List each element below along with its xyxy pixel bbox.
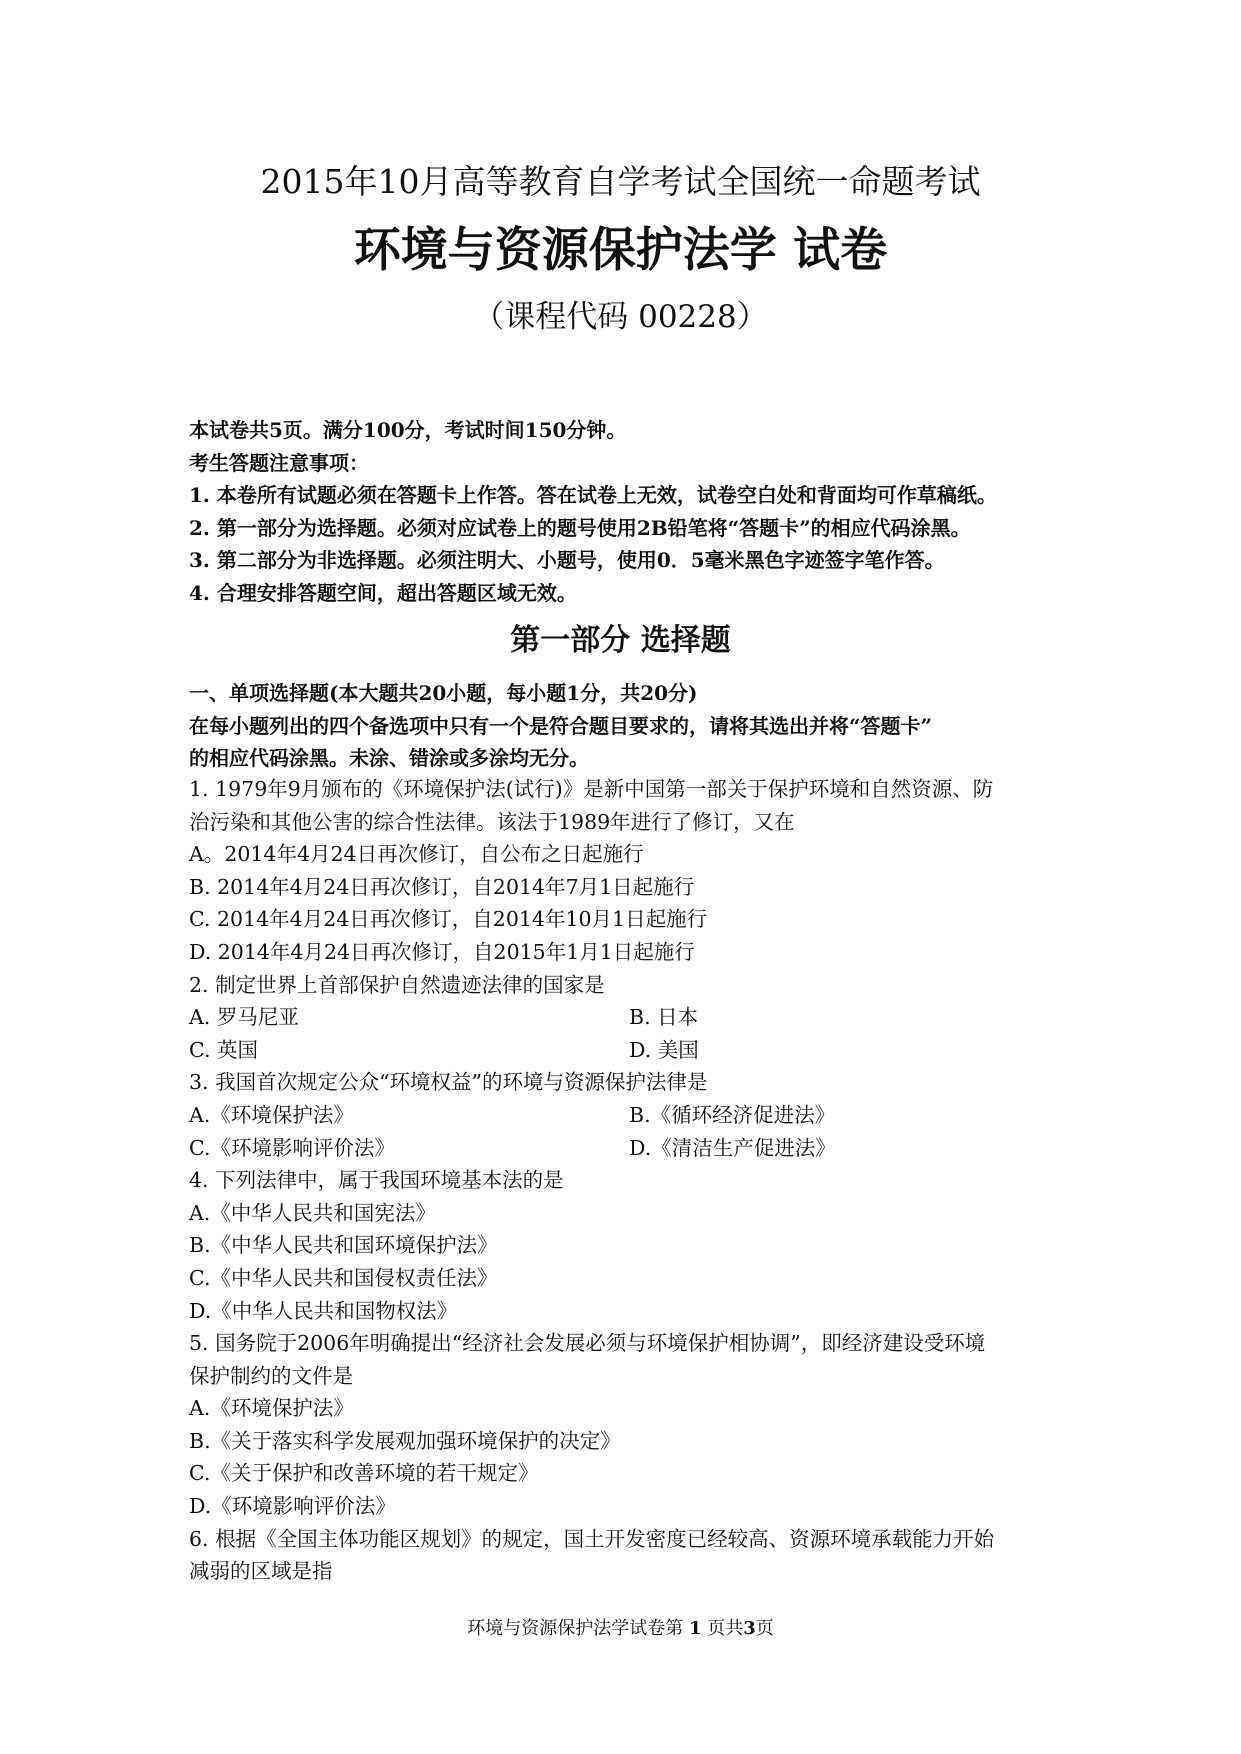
option-b: B. 日本 [629, 1005, 699, 1030]
option-c: C.《环境影响评价法》 [189, 1135, 395, 1160]
question-stem: 治污染和其他公害的综合性法律。该法于1989年进行了修订，又在 [189, 809, 795, 834]
section-instruction: 的相应代码涂黑。未涂、错涂或多涂均无分。 [189, 746, 589, 771]
question-stem: 5. 国务院于2006年明确提出“经济社会发展必须与环境保护相协调”，即经济建设受环境 [189, 1331, 986, 1356]
option-d: D.《环境影响评价法》 [189, 1494, 396, 1519]
exam-title: 环境与资源保护法学 试卷 [353, 223, 888, 278]
option-b: B.《循环经济促进法》 [629, 1102, 836, 1127]
question-stem: 减弱的区域是指 [189, 1559, 333, 1584]
option-b: B.《关于落实科学发展观加强环境保护的决定》 [189, 1428, 621, 1453]
option-a: A.《环境保护法》 [189, 1396, 354, 1421]
option-row [189, 1132, 1069, 1165]
section-instruction: 在每小题列出的四个备选项中只有一个是符合题目要求的，请将其选出并将“答题卡” [189, 713, 933, 738]
option-d: D. 2014年4月24日再次修订，自2015年1月1日起施行 [189, 939, 695, 964]
footer-total-pages: 3 [743, 1618, 756, 1639]
footer-suffix: 页 [755, 1618, 774, 1639]
option-a: A.《环境保护法》 [189, 1102, 354, 1127]
part-title: 第一部分 选择题 [510, 623, 731, 658]
option-row [189, 1099, 1069, 1132]
question-stem: 3. 我国首次规定公众“环境权益”的环境与资源保护法律是 [189, 1070, 708, 1095]
page-footer [0, 1616, 1241, 1642]
option-c: C. 英国 [189, 1037, 258, 1062]
question-stem: 保护制约的文件是 [189, 1363, 353, 1388]
question-list [189, 773, 1069, 1588]
exam-notes [189, 414, 1089, 610]
option-c: C. 2014年4月24日再次修订，自2014年10月1日起施行 [189, 907, 708, 932]
course-code: （课程代码 00228） [473, 299, 768, 335]
note-line: 3. 第二部分为非选择题。必须注明大、小题号，使用0．5毫米黑色字迹签字笔作答。 [189, 548, 945, 573]
option-d: D.《清洁生产促进法》 [629, 1135, 836, 1160]
exam-header-line: 2015年10月高等教育自学考试全国统一命题考试 [260, 162, 981, 201]
option-b: B. 2014年4月24日再次修订，自2014年7月1日起施行 [189, 874, 695, 899]
option-row [189, 1001, 1069, 1034]
option-a: A。2014年4月24日再次修订，自公布之日起施行 [189, 842, 644, 867]
option-row [189, 1034, 1069, 1067]
question-stem: 6. 根据《全国主体功能区规划》的规定，国土开发密度已经较高、资源环境承载能力开始 [189, 1526, 995, 1551]
option-a: A.《中华人民共和国宪法》 [189, 1200, 436, 1225]
option-c: C.《关于保护和改善环境的若干规定》 [189, 1461, 539, 1486]
note-line: 本试卷共5页。满分100分，考试时间150分钟。 [189, 418, 627, 442]
note-line: 2. 第一部分为选择题。必须对应试卷上的题号使用2B铅笔将“答题卡”的相应代码涂黑。 [189, 515, 971, 540]
note-line: 考生答题注意事项： [189, 450, 369, 475]
footer-middle: 页共 [707, 1618, 744, 1639]
section-heading: 一、单项选择题(本大题共20小题，每小题1分，共20分) [189, 681, 698, 705]
footer-page-number: 1 [688, 1618, 702, 1639]
question-stem: 4. 下列法律中，属于我国环境基本法的是 [189, 1168, 564, 1193]
section-header [189, 677, 1089, 775]
option-d: D. 美国 [629, 1037, 699, 1062]
note-line: 4. 合理安排答题空间，超出答题区域无效。 [189, 580, 577, 605]
footer-prefix: 环境与资源保护法学试卷第 [467, 1618, 684, 1639]
note-line: 1. 本卷所有试题必须在答题卡上作答。答在试卷上无效，试卷空白处和背面均可作草稿纸。 [189, 483, 997, 508]
option-a: A. 罗马尼亚 [189, 1005, 299, 1030]
option-c: C.《中华人民共和国侵权责任法》 [189, 1265, 498, 1290]
option-b: B.《中华人民共和国环境保护法》 [189, 1233, 498, 1258]
question-stem: 1. 1979年9月颁布的《环境保护法(试行)》是新中国第一部关于保护环境和自然资源、防 [189, 777, 994, 801]
option-d: D.《中华人民共和国物权法》 [189, 1298, 458, 1323]
question-stem: 2. 制定世界上首部保护自然遗迹法律的国家是 [189, 972, 605, 997]
